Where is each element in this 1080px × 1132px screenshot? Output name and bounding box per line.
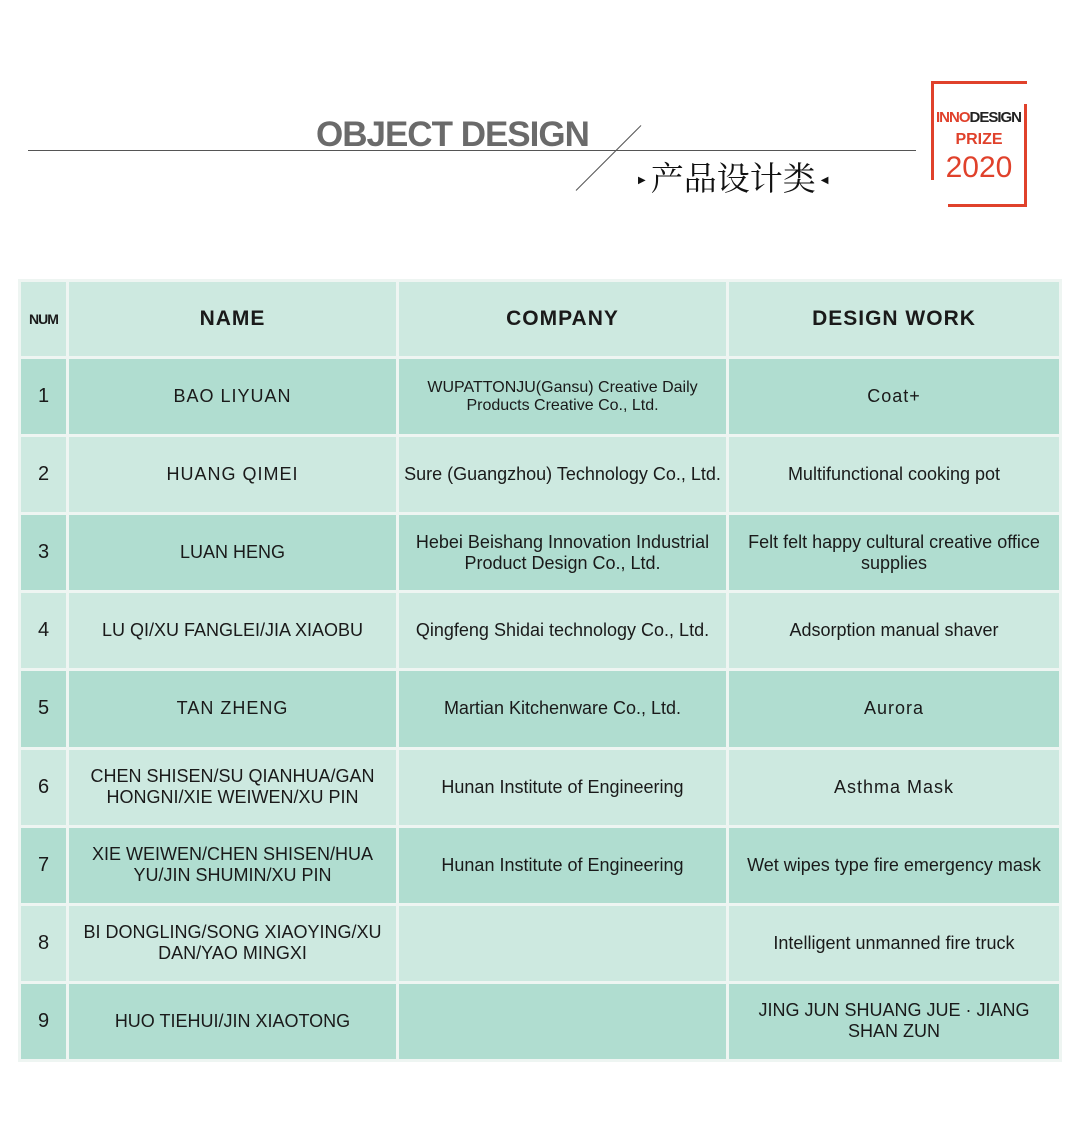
triangle-right-icon: ▶ <box>638 175 646 186</box>
column-header-name: NAME <box>68 281 398 358</box>
cell-num: 3 <box>20 514 68 592</box>
cell-name: BAO LIYUAN <box>68 358 398 436</box>
cell-name: HUO TIEHUI/JIN XIAOTONG <box>68 982 398 1060</box>
cell-name: TAN ZHENG <box>68 670 398 748</box>
cell-company: Hunan Institute of Engineering <box>398 748 728 826</box>
table-row <box>20 436 1061 514</box>
cell-num: 4 <box>20 592 68 670</box>
table-row <box>20 514 1061 592</box>
cell-design: Intelligent unmanned fire truck <box>728 904 1061 982</box>
column-header-company: COMPANY <box>398 281 728 358</box>
cell-company: Martian Kitchenware Co., Ltd. <box>398 670 728 748</box>
table-row <box>20 358 1061 436</box>
cell-design: Adsorption manual shaver <box>728 592 1061 670</box>
table-row <box>20 670 1061 748</box>
cell-num: 8 <box>20 904 68 982</box>
section-title-cn <box>633 153 833 200</box>
cell-company: Sure (Guangzhou) Technology Co., Ltd. <box>398 436 728 514</box>
column-header-num: NUM <box>20 281 68 358</box>
cell-company: Qingfeng Shidai technology Co., Ltd. <box>398 592 728 670</box>
cell-company: WUPATTONJU(Gansu) Creative Daily Products Creative Co., Ltd. <box>398 358 728 436</box>
cell-num: 6 <box>20 748 68 826</box>
cell-company <box>398 904 728 982</box>
cell-name: LUAN HENG <box>68 514 398 592</box>
cell-name: CHEN SHISEN/SU QIANHUA/GAN HONGNI/XIE WEIWEN/XU PIN <box>68 748 398 826</box>
cell-company: Hunan Institute of Engineering <box>398 826 728 904</box>
cell-design: Multifunctional cooking pot <box>728 436 1061 514</box>
cell-company <box>398 982 728 1060</box>
table-row <box>20 904 1061 982</box>
cell-design: Asthma Mask <box>728 748 1061 826</box>
cell-num: 5 <box>20 670 68 748</box>
logo-brand: INNODESIGN <box>936 109 1022 126</box>
column-header-design: DESIGN WORK <box>728 281 1061 358</box>
cell-name: LU QI/XU FANGLEI/JIA XIAOBU <box>68 592 398 670</box>
cell-design: Aurora <box>728 670 1061 748</box>
table-header-row <box>20 281 1061 358</box>
cell-name: BI DONGLING/SONG XIAOYING/XU DAN/YAO MINGXI <box>68 904 398 982</box>
cell-name: XIE WEIWEN/CHEN SHISEN/HUA YU/JIN SHUMIN/XU PIN <box>68 826 398 904</box>
section-title-en: OBJECT DESIGN <box>316 115 589 154</box>
cell-num: 7 <box>20 826 68 904</box>
winners-table <box>18 279 1059 1062</box>
page-header <box>0 0 1080 260</box>
innodesign-prize-logo <box>931 81 1027 207</box>
cell-company: Hebei Beishang Innovation Industrial Product Design Co., Ltd. <box>398 514 728 592</box>
cell-num: 2 <box>20 436 68 514</box>
cell-num: 1 <box>20 358 68 436</box>
cell-num: 9 <box>20 982 68 1060</box>
cell-design: JING JUN SHUANG JUE · JIANG SHAN ZUN <box>728 982 1061 1060</box>
table-row <box>20 826 1061 904</box>
logo-year: 2020 <box>945 151 1013 184</box>
cell-name: HUANG QIMEI <box>68 436 398 514</box>
cell-design: Felt felt happy cultural creative office supplies <box>728 514 1061 592</box>
table-row <box>20 592 1061 670</box>
section-title-cn-text: 产品设计类 <box>650 159 816 198</box>
cell-design: Coat+ <box>728 358 1061 436</box>
logo-prize: PRIZE <box>955 131 1003 148</box>
table-row <box>20 982 1061 1060</box>
triangle-left-icon: ◀ <box>820 175 829 186</box>
table-row <box>20 748 1061 826</box>
cell-design: Wet wipes type fire emergency mask <box>728 826 1061 904</box>
